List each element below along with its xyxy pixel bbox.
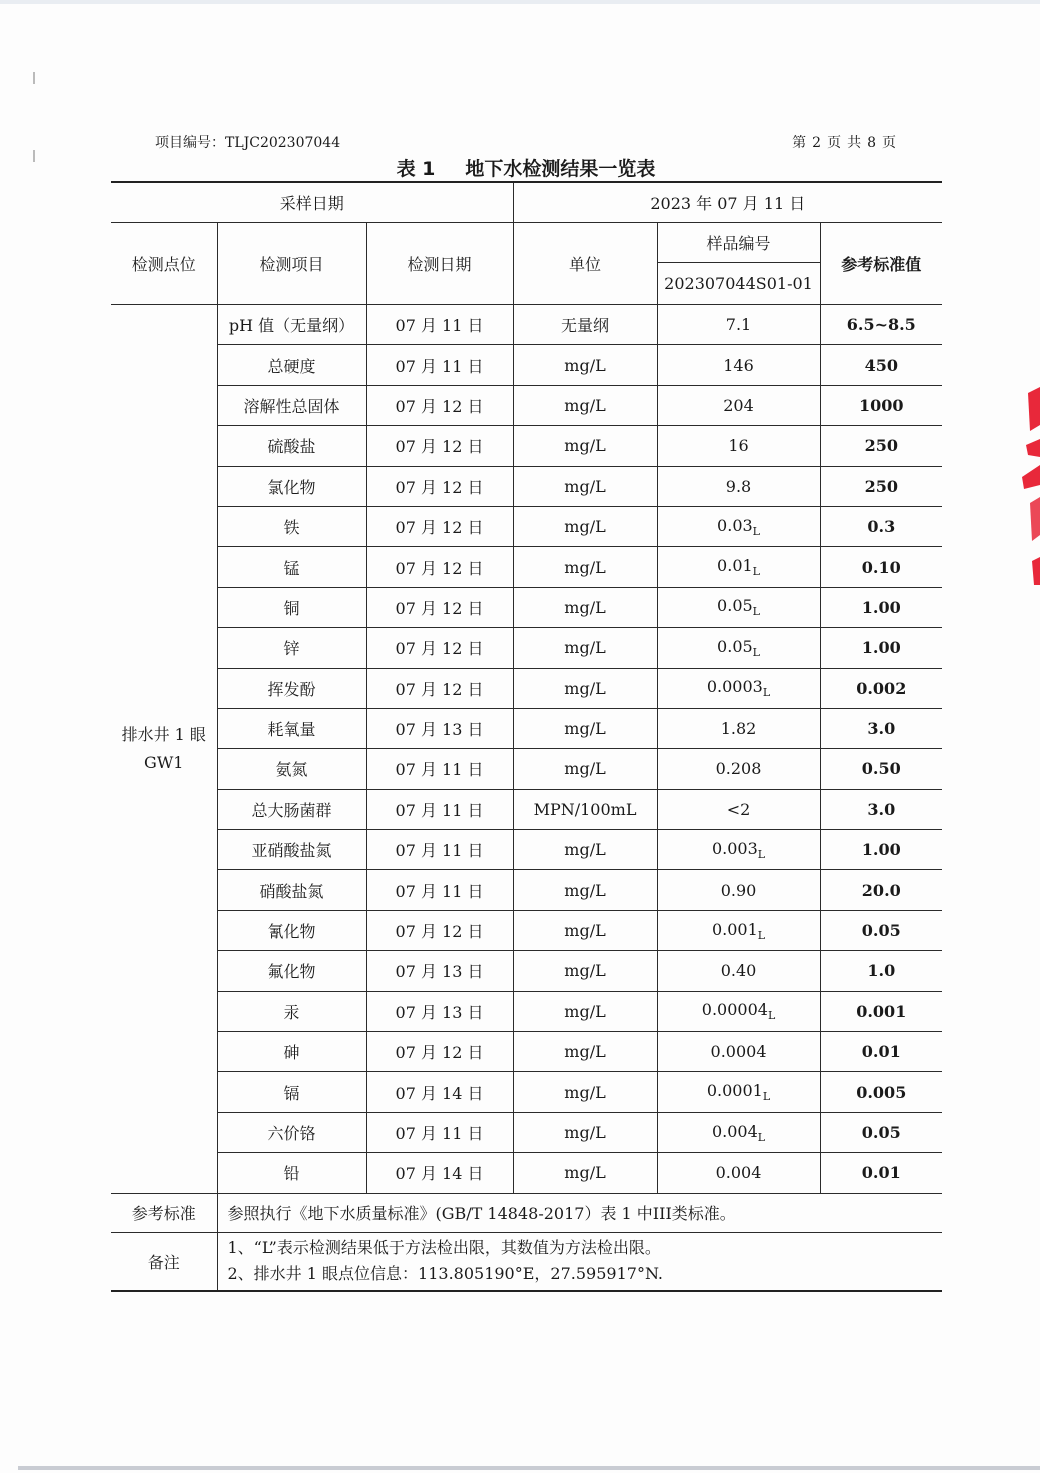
monitoring-point (111, 305, 217, 1194)
result-value (657, 870, 820, 910)
unit: mg/L (513, 587, 657, 627)
item-name: 硝酸盐氮 (217, 870, 366, 910)
page-label-di: 第 (792, 135, 807, 151)
unit: mg/L (513, 1072, 657, 1112)
result-number: 0.01 (717, 556, 753, 576)
result-value (657, 466, 820, 506)
detection-limit-mark: L (767, 1009, 776, 1023)
col-header-sample: 样品编号 (657, 223, 820, 263)
unit: mg/L (513, 385, 657, 425)
item-name: 铁 (217, 506, 366, 546)
col-header-standard: 参考标准值 (820, 223, 942, 305)
standard-value: 0.10 (820, 547, 942, 587)
test-date: 07 月 11 日 (366, 749, 513, 789)
table-row (111, 466, 942, 506)
item-name: 氟化物 (217, 951, 366, 991)
result-number: 1.82 (720, 719, 757, 739)
result-number: 16 (728, 436, 749, 456)
standard-value: 250 (820, 426, 942, 466)
red-stamp-fragment (1018, 385, 1040, 585)
results-table (111, 181, 942, 1292)
unit: mg/L (513, 708, 657, 748)
item-name: 铜 (217, 587, 366, 627)
unit: mg/L (513, 830, 657, 870)
table-row (111, 1153, 942, 1193)
stamp-stroke (1026, 439, 1040, 457)
item-name: 挥发酚 (217, 668, 366, 708)
detection-limit-mark: L (752, 605, 760, 619)
table-row (111, 749, 942, 789)
result-value (657, 1032, 820, 1072)
unit: mg/L (513, 1032, 657, 1072)
table-row (111, 789, 942, 829)
unit: mg/L (513, 628, 657, 668)
detection-limit-mark: L (757, 928, 766, 942)
standard-value: 1.00 (820, 628, 942, 668)
test-date: 07 月 11 日 (366, 870, 513, 910)
test-date: 07 月 11 日 (366, 789, 513, 829)
standard-value: 0.001 (820, 991, 942, 1031)
sampling-date-row (111, 182, 942, 223)
result-value (657, 830, 820, 870)
table-row (111, 1032, 942, 1072)
table-row (111, 426, 942, 466)
item-name: 镉 (217, 1072, 366, 1112)
result-number: 0.0003 (706, 677, 763, 697)
item-name: 锌 (217, 628, 366, 668)
table-row (111, 910, 942, 950)
reference-row (111, 1193, 942, 1232)
item-name: 汞 (217, 991, 366, 1031)
table-row (111, 345, 942, 385)
standard-value: 0.01 (820, 1032, 942, 1072)
result-number: <2 (726, 799, 751, 819)
scan-bottom-edge (18, 1466, 1040, 1470)
test-date: 07 月 11 日 (366, 305, 513, 345)
result-value (657, 749, 820, 789)
result-number: 146 (723, 355, 754, 375)
item-name: 总硬度 (217, 345, 366, 385)
test-date: 07 月 12 日 (366, 668, 513, 708)
result-value (657, 708, 820, 748)
detection-limit-mark: L (762, 686, 771, 700)
unit: mg/L (513, 547, 657, 587)
header-row (111, 223, 942, 263)
test-date: 07 月 14 日 (366, 1072, 513, 1112)
test-date: 07 月 11 日 (366, 345, 513, 385)
test-date: 07 月 11 日 (366, 1112, 513, 1152)
standard-value: 20.0 (820, 870, 942, 910)
standard-value: 0.05 (820, 1112, 942, 1152)
table-number: 表 1 (396, 158, 436, 180)
margin-mark (33, 150, 35, 162)
result-value (657, 1072, 820, 1112)
unit: mg/L (513, 426, 657, 466)
unit: mg/L (513, 345, 657, 385)
stamp-stroke (1032, 557, 1040, 585)
result-number: 0.004 (715, 1163, 762, 1183)
test-date: 07 月 12 日 (366, 547, 513, 587)
table-row (111, 1072, 942, 1112)
standard-value: 0.3 (820, 506, 942, 546)
note-1: 1、“L”表示检测结果低于方法检出限，其数值为方法检出限。 (227, 1238, 661, 1258)
test-date: 07 月 11 日 (366, 830, 513, 870)
test-date: 07 月 12 日 (366, 385, 513, 425)
unit: mg/L (513, 870, 657, 910)
result-value (657, 385, 820, 425)
result-value (657, 668, 820, 708)
standard-value: 1.0 (820, 951, 942, 991)
sampling-date-value: 2023 年 07 月 11 日 (513, 182, 942, 223)
unit: mg/L (513, 668, 657, 708)
detection-limit-mark: L (757, 847, 766, 861)
table-row (111, 870, 942, 910)
table-row (111, 708, 942, 748)
table-row (111, 668, 942, 708)
standard-value: 0.01 (820, 1153, 942, 1193)
standard-value: 0.50 (820, 749, 942, 789)
standard-value: 6.5~8.5 (820, 305, 942, 345)
item-name: 氯化物 (217, 466, 366, 506)
standard-value: 3.0 (820, 789, 942, 829)
result-value (657, 426, 820, 466)
col-header-item: 检测项目 (217, 223, 366, 305)
unit: mg/L (513, 1153, 657, 1193)
result-number: 0.90 (720, 880, 757, 900)
result-number: 0.208 (715, 759, 762, 779)
test-date: 07 月 13 日 (366, 708, 513, 748)
result-value (657, 1153, 820, 1193)
col-header-unit: 单位 (513, 223, 657, 305)
notes-label: 备注 (111, 1232, 217, 1291)
table-row (111, 547, 942, 587)
sample-id: 202307044S01-01 (657, 263, 820, 305)
test-date: 07 月 12 日 (366, 1032, 513, 1072)
result-number: 0.001 (711, 919, 758, 939)
result-value (657, 628, 820, 668)
standard-value: 250 (820, 466, 942, 506)
result-number: 0.03 (717, 515, 753, 535)
item-name: 耗氧量 (217, 708, 366, 748)
table-title-text: 地下水检测结果一览表 (465, 158, 656, 180)
result-value (657, 547, 820, 587)
standard-value: 1.00 (820, 830, 942, 870)
test-date: 07 月 12 日 (366, 910, 513, 950)
sampling-date-label: 采样日期 (111, 182, 513, 223)
stamp-stroke (1030, 497, 1040, 541)
reference-text: 参照执行《地下水质量标准》(GB/T 14848-2017）表 1 中III类标准。 (217, 1193, 942, 1232)
standard-value: 3.0 (820, 708, 942, 748)
result-number: 0.05 (717, 596, 753, 616)
result-value (657, 305, 820, 345)
result-value (657, 345, 820, 385)
reference-label: 参考标准 (111, 1193, 217, 1232)
unit: mg/L (513, 466, 657, 506)
test-date: 07 月 12 日 (366, 426, 513, 466)
table-row (111, 385, 942, 425)
point-name: 排水井 1 眼 (121, 724, 206, 744)
detection-limit-mark: L (752, 645, 760, 659)
item-name: 锰 (217, 547, 366, 587)
unit: mg/L (513, 506, 657, 546)
test-date: 07 月 14 日 (366, 1153, 513, 1193)
table-row (111, 1112, 942, 1152)
item-name: 溶解性总固体 (217, 385, 366, 425)
result-number: 0.0001 (706, 1081, 763, 1101)
test-date: 07 月 12 日 (366, 506, 513, 546)
notes-row (111, 1232, 942, 1291)
col-header-date: 检测日期 (366, 223, 513, 305)
detection-limit-mark: L (752, 565, 760, 579)
scan-top-edge (0, 0, 1040, 4)
table-row (111, 628, 942, 668)
result-value (657, 910, 820, 950)
page-label-ye-total: 页 (882, 135, 896, 151)
result-value (657, 789, 820, 829)
detection-limit-mark: L (752, 524, 760, 538)
note-2: 2、排水井 1 眼点位信息：113.805190°E，27.595917°N. (227, 1264, 664, 1284)
result-value (657, 991, 820, 1031)
project-number: 项目编号：TLJC202307044 (155, 135, 341, 151)
table-row (111, 587, 942, 627)
page-label-ye: 页 (827, 135, 842, 151)
unit: 无量纲 (513, 305, 657, 345)
unit: MPN/100mL (513, 789, 657, 829)
result-value (657, 506, 820, 546)
result-number: 7.1 (725, 315, 752, 335)
standard-value: 0.002 (820, 668, 942, 708)
test-date: 07 月 13 日 (366, 991, 513, 1031)
item-name: 氰化物 (217, 910, 366, 950)
item-name: 氨氮 (217, 749, 366, 789)
item-name: pH 值（无量纲） (217, 305, 366, 345)
page-label-gong: 共 (847, 135, 862, 151)
unit: mg/L (513, 991, 657, 1031)
result-number: 0.003 (711, 838, 758, 858)
stamp-stroke (1022, 465, 1040, 489)
result-number: 0.0004 (710, 1042, 767, 1062)
test-date: 07 月 12 日 (366, 628, 513, 668)
point-code: GW1 (144, 752, 184, 772)
notes-text (217, 1232, 942, 1291)
detection-limit-mark: L (762, 1090, 771, 1104)
result-number: 0.004 (711, 1121, 758, 1141)
unit: mg/L (513, 951, 657, 991)
table-row (111, 506, 942, 546)
unit: mg/L (513, 1112, 657, 1152)
stamp-stroke (1028, 387, 1040, 431)
result-number: 9.8 (725, 476, 752, 496)
table-row (111, 305, 942, 345)
item-name: 六价铬 (217, 1112, 366, 1152)
page-indicator (789, 132, 899, 152)
standard-value: 450 (820, 345, 942, 385)
table-title (110, 154, 942, 181)
item-name: 亚硝酸盐氮 (217, 830, 366, 870)
result-number: 0.05 (717, 636, 753, 656)
detection-limit-mark: L (757, 1130, 766, 1144)
table-row (111, 951, 942, 991)
margin-mark (33, 72, 35, 84)
test-date: 07 月 13 日 (366, 951, 513, 991)
standard-value: 1000 (820, 385, 942, 425)
page-total: 8 (867, 135, 876, 151)
item-name: 总大肠菌群 (217, 789, 366, 829)
page-number: 2 (812, 135, 822, 151)
col-header-point: 检测点位 (111, 223, 217, 305)
standard-value: 1.00 (820, 587, 942, 627)
result-value (657, 1112, 820, 1152)
item-name: 硫酸盐 (217, 426, 366, 466)
item-name: 砷 (217, 1032, 366, 1072)
result-value (657, 951, 820, 991)
standard-value: 0.05 (820, 910, 942, 950)
unit: mg/L (513, 749, 657, 789)
result-number: 0.00004 (701, 1000, 768, 1020)
result-value (657, 587, 820, 627)
unit: mg/L (513, 910, 657, 950)
result-number: 204 (723, 395, 754, 415)
item-name: 铅 (217, 1153, 366, 1193)
table-row (111, 991, 942, 1031)
standard-value: 0.005 (820, 1072, 942, 1112)
test-date: 07 月 12 日 (366, 587, 513, 627)
table-row (111, 830, 942, 870)
result-number: 0.40 (720, 961, 757, 981)
test-date: 07 月 12 日 (366, 466, 513, 506)
